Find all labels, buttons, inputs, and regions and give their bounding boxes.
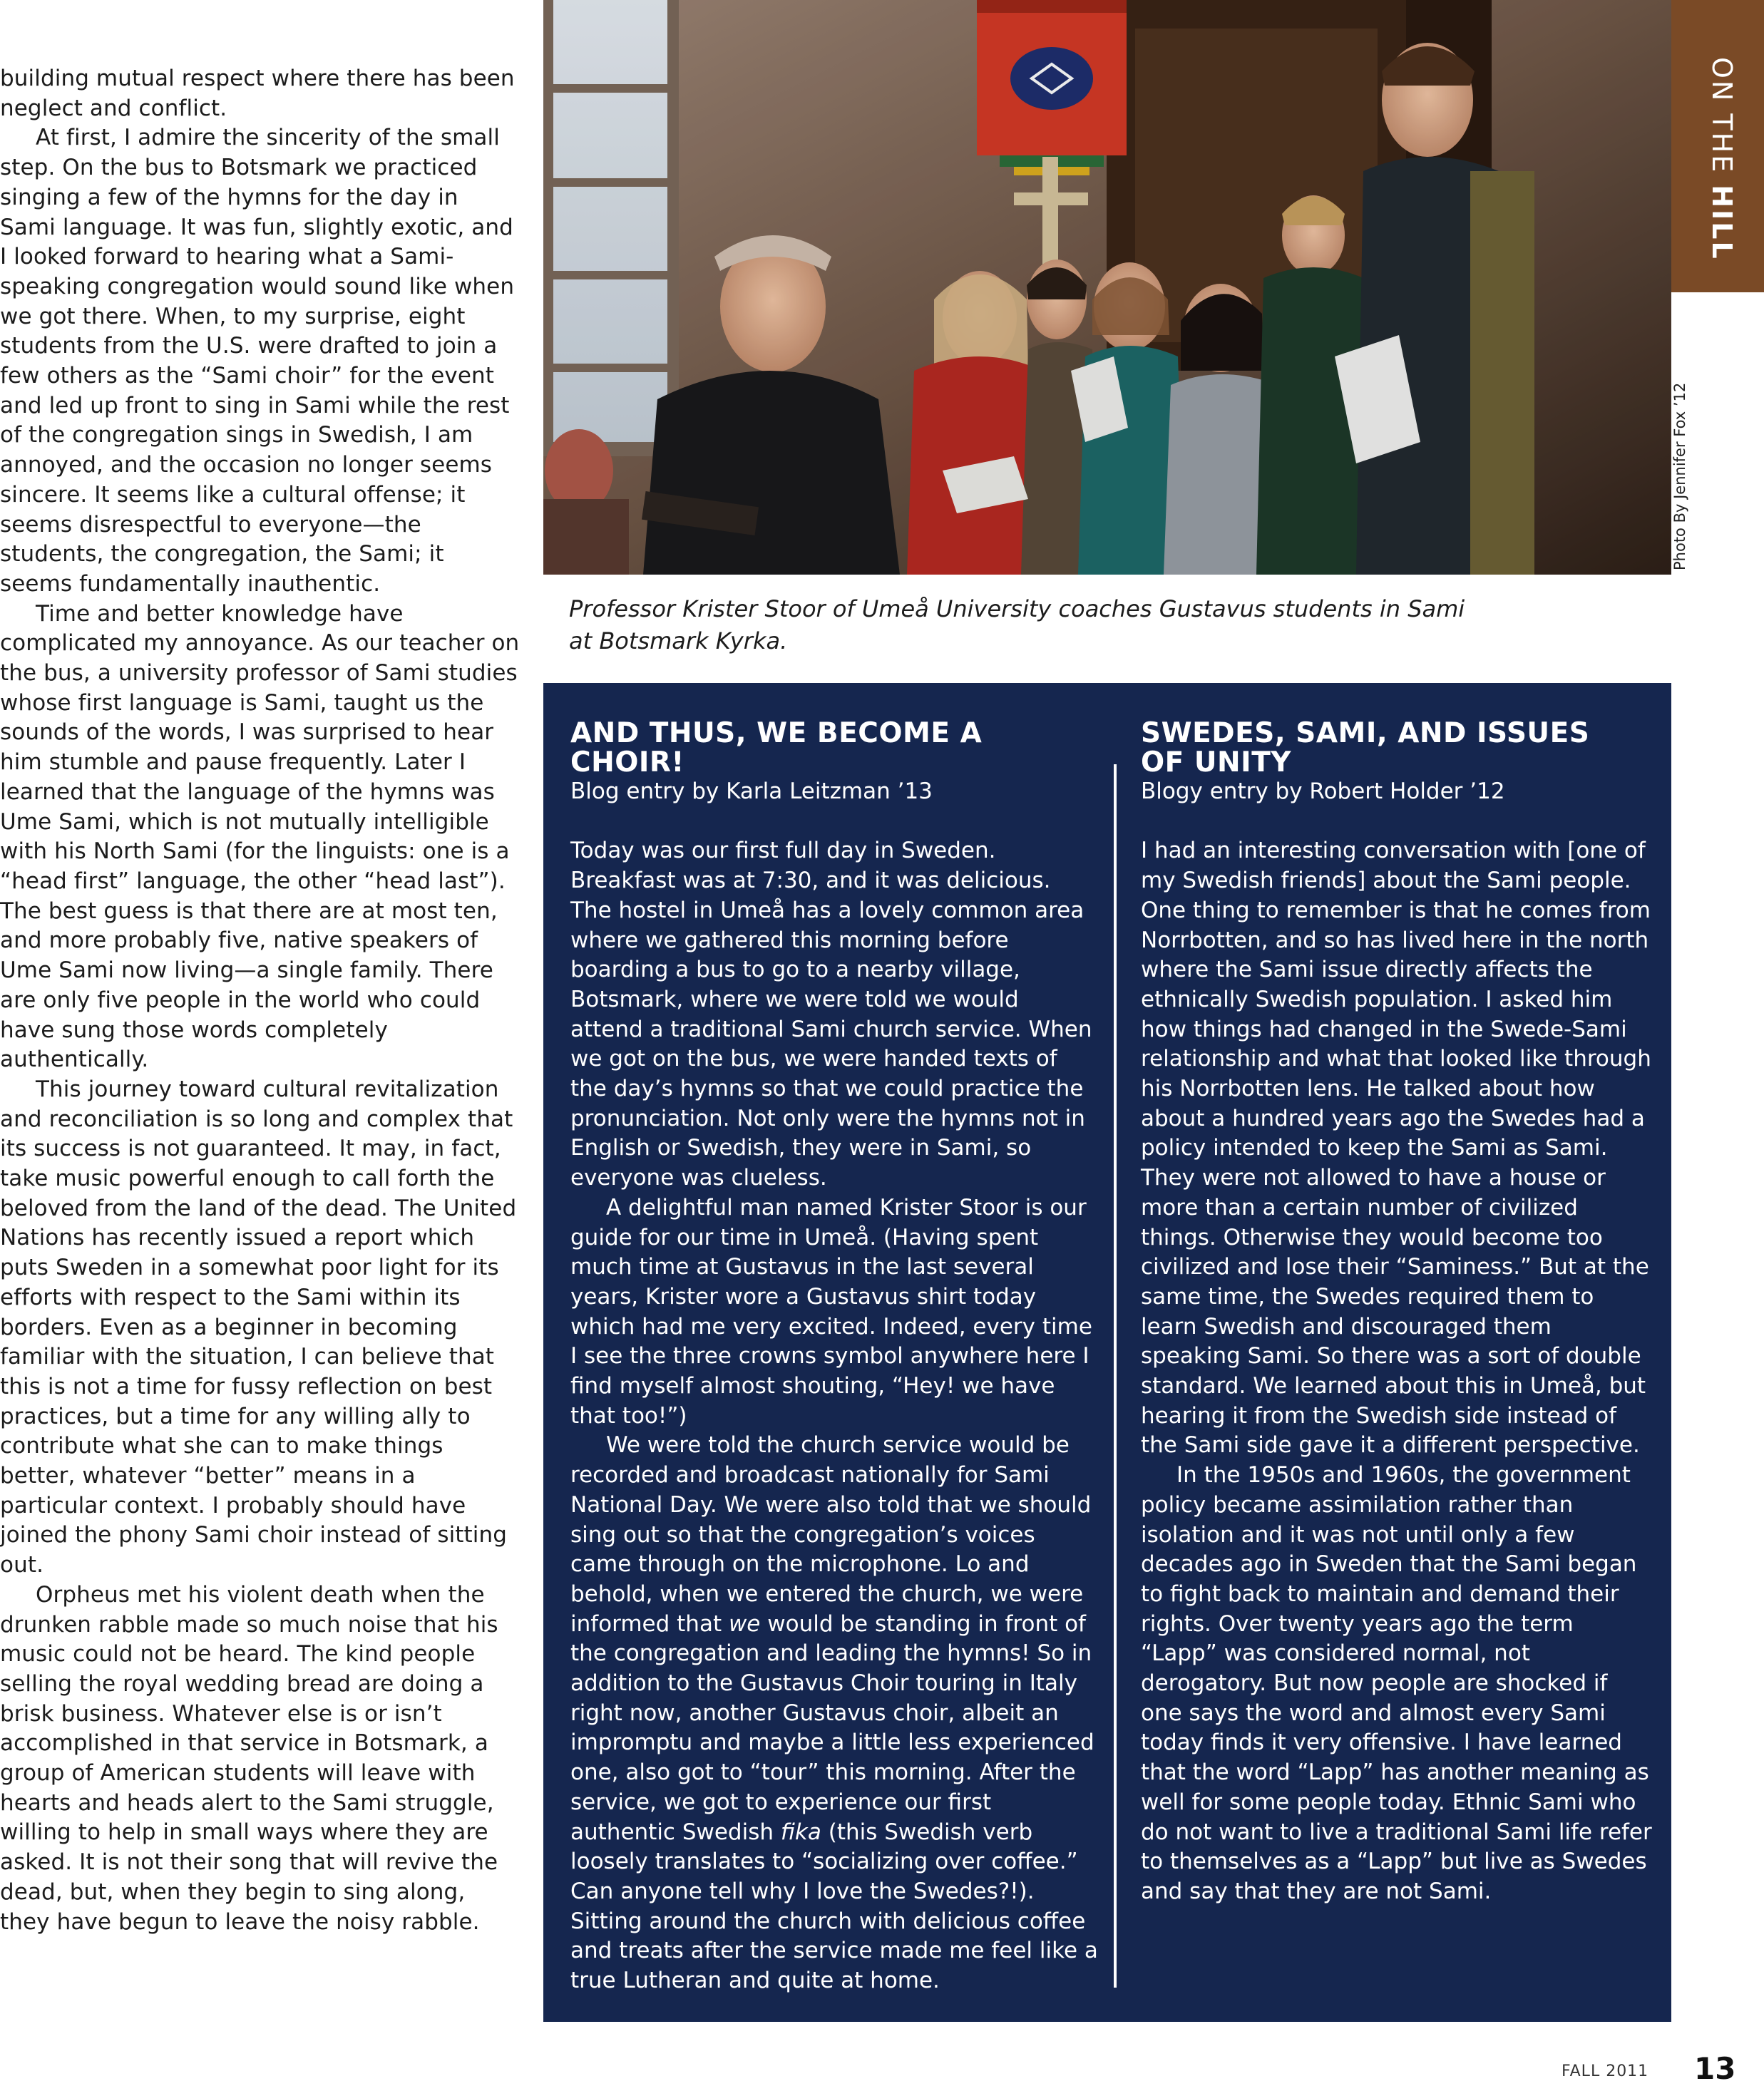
blog-entry-leitzman bbox=[570, 719, 1098, 1996]
section-tab-label: ON THE HILL bbox=[1706, 57, 1738, 261]
blog-entry-holder bbox=[1141, 719, 1654, 1907]
church-choir-photo bbox=[543, 0, 1671, 575]
page-number: 13 bbox=[1694, 2051, 1736, 2086]
article-column bbox=[0, 64, 521, 1937]
article-paragraph: At first, I admire the sincerity of the small step. On the bus to Botsmark we practiced singing a few of the hymns for the day in Sami language. It was fun, slightly exotic, and I looked forward to hearing what a Sami-speaking congregation would sound like when we got there. When, to my surprise, eight students from the U.S. were drafted to join a few others as the “Sami choir” for the event and led up front to sing in Sami while the rest of the congregation sings in Swedish, I am annoyed, and the occasion no longer seems sincere. It seems like a cultural offense; it seems disrespectful to everyone—the students, the congregation, the Sami; it seems fundamentally inauthentic. bbox=[0, 125, 515, 597]
issue-label: FALL 2011 bbox=[1562, 2062, 1649, 2080]
blog-title: AND THUS, WE BECOME A CHOIR! bbox=[570, 717, 983, 779]
blog-paragraph: We were told the church service would be recorded and broadcast nationally for Sami National Day. We were also told that we should sing out so that the congregation’s voices came through on the microphone. Lo and behold, when we entered the church, we were informed that we would be standing in front of the congregation and leading the hymns! So in addition to the Gustavus Choir touring in Italy right now, another Gustavus choir, albeit an impromptu and maybe a little less experienced one, also got to “tour” this morning. After the service, we got to experience our first authentic Swedish fika (this Swedish verb loosely translates to “socializing over coffee.” Can anyone tell why I love the Swedes?!). Sitting around the church with delicious coffee and treats after the service made me feel like a true Lutheran and quite at home. bbox=[570, 1432, 1098, 1994]
blog-paragraph: In the 1950s and 1960s, the government policy became assimilation rather than isolation and it was not until only a few decades ago in Sweden that the Sami began to fight back to maintain and demand their rights. Over twenty years ago the term “Lapp” was considered normal, not derogatory. But now people are shocked if one says the word and almost every Sami today finds it very offensive. I have learned that the word “Lapp” has another meaning as well for some people today. Ethnic Sami who do not want to live a traditional Sami life refer to themselves as a “Lapp” but live as Swedes and say that they are not Sami. bbox=[1141, 1462, 1652, 1904]
photo-credit: Photo By Jennifer Fox ’12 bbox=[1671, 382, 1688, 570]
blog-byline: Blogy entry by Robert Holder ’12 bbox=[1141, 779, 1505, 804]
article-paragraph: Orpheus met his violent death when the drunken rabble made so much noise that his music could not be heard. The kind people selling the royal wedding bread are doing a brisk business. Whatever else is or isn’t accomplished in that service in Botsmark, a group of American students will leave with hearts and heads alert to the Sami struggle, willing to help in small ways where they are asked. It is not their song that will revive the dead, but, when they begin to sing along, they have begun to leave the noisy rabble. bbox=[0, 1581, 498, 1935]
column-divider bbox=[1114, 764, 1117, 1988]
blog-title: SWEDES, SAMI, AND ISSUES OF UNITY bbox=[1141, 717, 1590, 779]
article-paragraph: Time and better knowledge have complicated my annoyance. As our teacher on the bus, a university professor of Sami studies whose first language is Sami, taught us the sounds of the words, I was surprised to hear him stumble and pause frequently. Later I learned that the language of the hymns was Ume Sami, which is not mutually intelligible with his North Sami (for the linguists: one is a “head first” language, the other “head last”). The best guess is that there are at most ten, and more probably five, native speakers of Ume Sami now living—a single family. There are only five people in the world who could have sung those words completely authentically. bbox=[0, 600, 520, 1073]
article-paragraph: building mutual respect where there has been neglect and conflict. bbox=[0, 66, 515, 121]
blog-byline: Blog entry by Karla Leitzman ’13 bbox=[570, 779, 933, 804]
photo-caption: Professor Krister Stoor of Umeå University coaches Gustavus students in Sami at Botsmark Kyrka. bbox=[569, 595, 1465, 654]
blog-paragraph: A delightful man named Krister Stoor is our guide for our time in Umeå. (Having spent much time at Gustavus in the last several years, Krister wore a Gustavus shirt today which had me very excited. Indeed, every time I see the three crowns symbol anywhere here I find myself almost shouting, “Hey! we have that too!”) bbox=[570, 1194, 1092, 1429]
blog-paragraph: I had an interesting conversation with [one of my Swedish friends] about the Sami people. One thing to remember is that he comes from Norrbotten, and so has lived here in the north where the Sami issue directly affects the ethnically Swedish population. I asked him how things had changed in the Swede-Sami relationship and what that looked like through his Norrbotten lens. He talked about how about a hundred years ago the Swedes had a policy intended to keep the Sami as Sami. They were not allowed to have a house or more than a certain number of civilized things. Otherwise they would become too civilized and lose their “Saminess.” But at the same time, the Swedes required them to learn Swedish and discouraged them speaking Sami. So there was a sort of double standard. We learned about this in Umeå, but hearing it from the Swedish side instead of the Sami side gave it a different perspective. bbox=[1141, 838, 1651, 1459]
blog-paragraph: Today was our first full day in Sweden. Breakfast was at 7:30, and it was delicious. The hostel in Umeå has a lovely common area where we gathered this morning before boarding a bus to go to a nearby village, Botsmark, where we were told we would attend a traditional Sami church service. When we got on the bus, we were handed texts of the day’s hymns so that we could practice the pronunciation. Not only were the hymns not in English or Swedish, they were in Sami, so everyone was clueless. bbox=[570, 838, 1092, 1191]
article-paragraph: This journey toward cultural revitalization and reconciliation is so long and complex that its success is not guaranteed. It may, in fact, take music powerful enough to call forth the beloved from the land of the dead. The United Nations has recently issued a report which puts Sweden in a somewhat poor light for its efforts with respect to the Sami within its borders. Even as a beginner in becoming familiar with the situation, I can believe that this is not a time for fussy reflection on best practices, but a time for any willing ally to contribute what she can to make things better, whatever “better” means in a particular context. I probably should have joined the phony Sami choir instead of sitting out. bbox=[0, 1076, 517, 1578]
